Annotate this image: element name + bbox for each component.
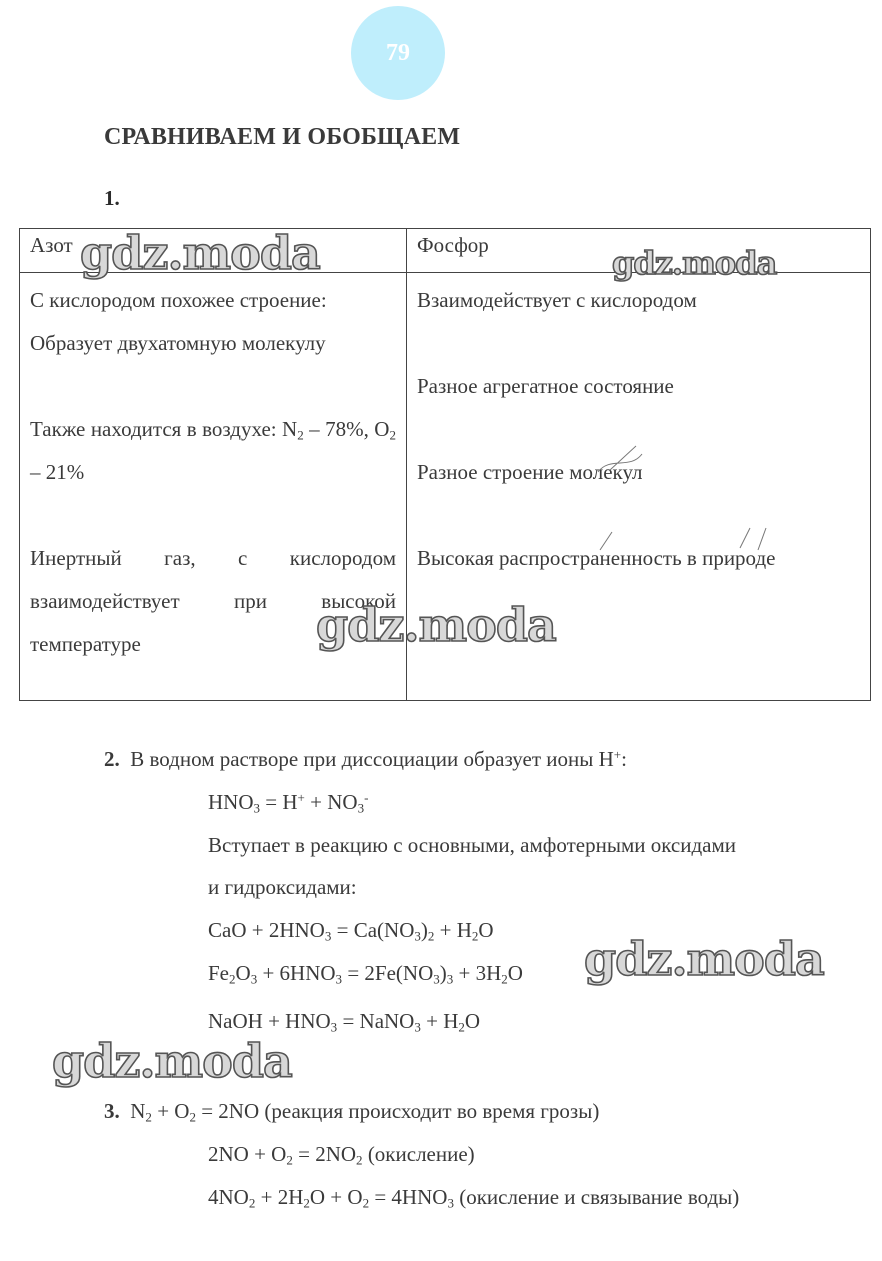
task-2-intro: 2. В водном растворе при диссоциации образует ионы H+: <box>104 746 627 771</box>
task-2-equation-fe2o3: $Fe_2O_3 + 6HNO_3 = 2Fe(NO_3)_3 + 3H_2O$ <box>208 961 523 987</box>
task-1-number: 1. <box>104 186 120 210</box>
nitrogen-line-1: С кислородом похожее строение: <box>30 288 327 312</box>
page-number: 79 <box>386 39 410 66</box>
phosphorus-line-2: Разное агрегатное состояние <box>417 374 674 398</box>
nitrogen-line-2: Образует двухатомную молекулу <box>30 331 326 355</box>
task-2-equation-cao: CaO + $2HNO_3 = Ca(NO_3)_2 + H_2O$ <box>208 918 494 944</box>
watermark-2: gdz.moda <box>612 244 777 282</box>
phosphorus-line-4: Высокая распространенность в природе <box>417 546 776 570</box>
phosphorus-line-1: Взаимодействует с кислородом <box>417 288 697 312</box>
header-phosphorus: Фосфор <box>407 229 871 273</box>
page-number-badge <box>351 6 445 100</box>
task-3-equation-2: $2NO + O_2 = 2NO_2$ (окисление) <box>208 1142 475 1168</box>
nitrogen-inert-gas: Инертный газ, с кислородом взаимодействует при высокой температуре <box>30 546 396 656</box>
phosphorus-line-3: Разное строение молекул <box>417 460 643 484</box>
handwritten-marks <box>590 440 850 560</box>
task-3-equation-3: $4NO_2 + 2H_2O + O_2 = 4HNO_3$ (окисление и связывание воды) <box>208 1185 740 1211</box>
nitrogen-air-composition: Также находится в воздухе: $N_2 - 78\%$, $O_2 - 21\%$ <box>30 417 396 484</box>
nitrogen-cell <box>20 273 407 701</box>
task-2-equation-dissociation: $HNO_3 = H^+ + NO_3^-$ <box>208 789 369 816</box>
section-heading: СРАВНИВАЕМ И ОБОБЩАЕМ <box>104 124 461 150</box>
task-2-text-line-2: и гидроксидами: <box>208 875 357 899</box>
watermark-3: gdz.moda <box>316 598 556 652</box>
watermark-5: gdz.moda <box>52 1034 292 1088</box>
table-header-row <box>20 229 871 273</box>
task-2-text-line-1: Вступает в реакцию с основными, амфотерными оксидами <box>208 833 736 857</box>
watermark-4: gdz.moda <box>584 932 824 986</box>
header-nitrogen: Азот <box>20 229 407 273</box>
task-2-equation-naoh: NaOH + $HNO_3$ = NaNO$_3$ + $H_2O$ <box>208 1009 481 1035</box>
task-3-equation-1: 3. $N_2 + O_2 = 2NO$ (реакция происходит во время грозы) <box>104 1099 600 1125</box>
watermark-1: gdz.moda <box>80 226 320 280</box>
